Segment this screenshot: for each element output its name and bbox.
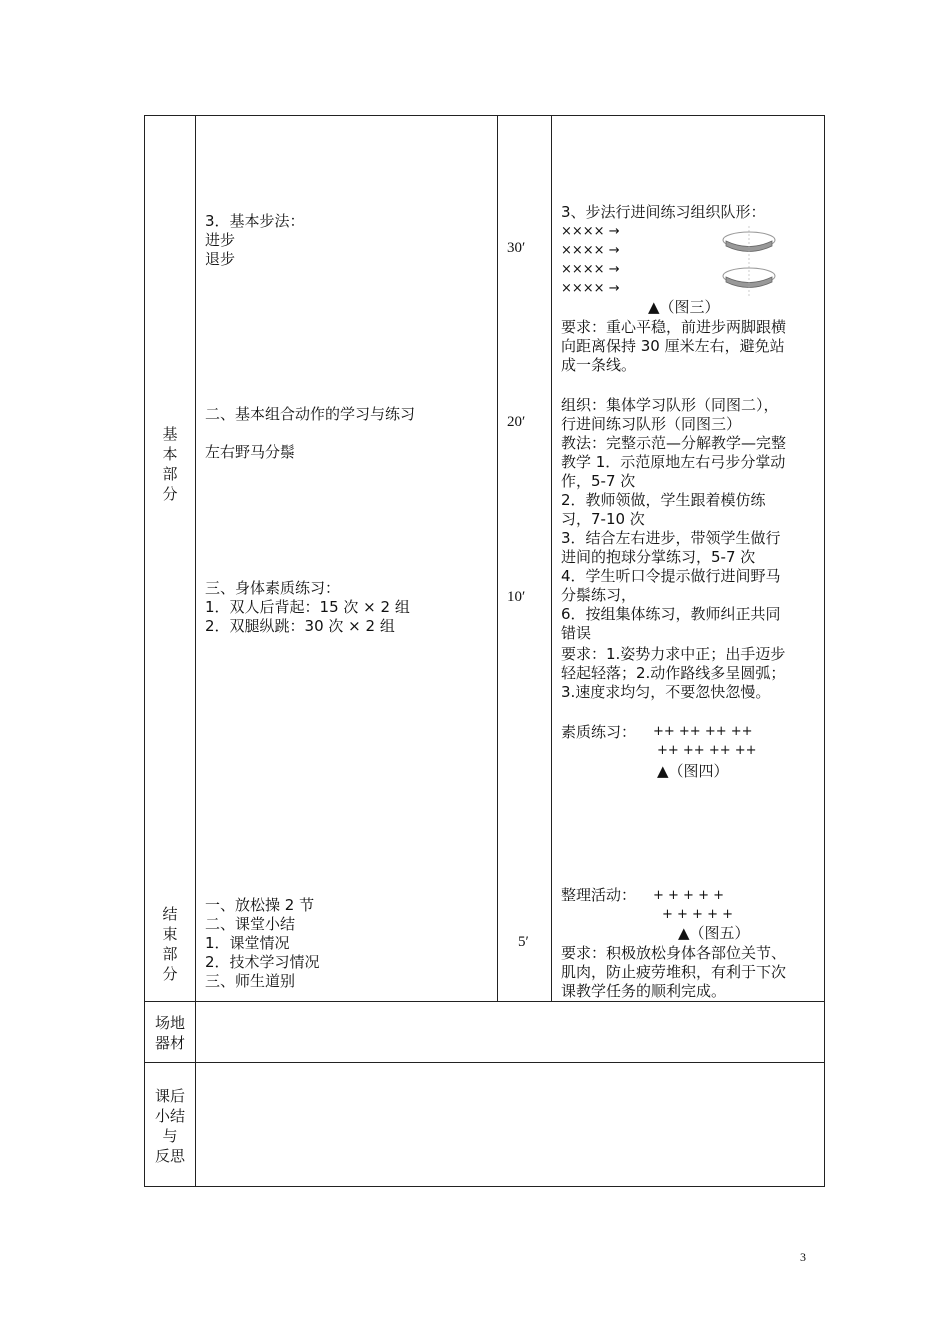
table-bottom-border [144,1186,825,1187]
teaching-line: 分鬃练习， [561,586,637,604]
teaching-line: 习，7-10 次 [561,510,645,528]
organization-line: 行进间练习队形（同图三） [561,415,742,433]
time-end: 5′ [518,934,529,950]
teaching-line: 教学 1．示范原地左右弓步分掌动 [561,453,786,471]
figure-3-caption: ▲（图三） [648,298,720,316]
footwork-title: 3．基本步法： [205,212,305,230]
combo-item: 左右野马分鬃 [205,443,296,461]
requirement-line: 课教学任务的顺利完成。 [561,982,727,1000]
end-item: 一、放松操 2 节 [205,896,315,914]
requirement-line: 轻起轻落；2.动作路线多呈圆弧； [561,664,786,682]
fitness-title: 三、身体素质练习： [205,579,341,597]
organization-line: 组织：集体学习队形（同图二）， [561,396,779,414]
formation-row: ×××× → [561,281,620,296]
requirement-line: 要求：积极放松身体各部位关节、 [561,944,787,962]
fitness-item: 1．双人后背起：15 次 × 2 组 [205,598,410,616]
table-right-border [824,115,825,1187]
footwork-item-advance: 进步 [205,231,236,249]
page-number: 3 [800,1250,806,1264]
end-item: 二、课堂小结 [205,915,296,933]
teaching-line: 错误 [561,624,592,642]
label-column-divider [195,115,196,1187]
basic-part-label: 基 本 部 分 [162,425,178,503]
formation-row: ×××× → [561,262,620,277]
figure-5-caption: ▲（图五） [678,924,750,942]
table-left-border [144,115,145,1187]
cooldown-title: 整理活动： [561,886,637,904]
fitness-formation-label: 素质练习： [561,723,637,741]
teaching-line: 3．结合左右进步，带领学生做行 [561,529,781,547]
spiral-route-diagram [718,226,780,298]
fitness-formation-row: ++ ++ ++ ++ [653,724,753,739]
teaching-line: 进间的抱球分掌练习，5-7 次 [561,548,756,566]
venue-label: 场地 器材 [154,1014,185,1052]
teaching-line: 6．按组集体练习，教师纠正共同 [561,605,781,623]
requirement-line: 肌肉，防止疲劳堆积，有利于下次 [561,963,787,981]
time-fitness: 10′ [507,589,526,605]
end-item: 三、师生道别 [205,972,296,990]
reflection-row-top-border [144,1062,825,1063]
combo-title: 二、基本组合动作的学习与练习 [205,405,416,423]
end-item: 2．技术学习情况 [205,953,320,971]
formation-row: ×××× → [561,224,620,239]
venue-row-top-border [144,1001,825,1002]
cooldown-formation-row: + + + + + [662,907,733,922]
teaching-line: 教法：完整示范—分解教学—完整 [561,434,787,452]
formation-row: ×××× → [561,243,620,258]
end-item: 1．课堂情况 [205,934,290,952]
formation-title: 3、步法行进间练习组织队形： [561,203,766,221]
cooldown-formation-row: + + + + + [653,888,724,903]
figure-4-caption: ▲（图四） [657,762,729,780]
requirement-line: 要求：重心平稳，前进步两脚跟横 [561,318,787,336]
teaching-line: 作，5-7 次 [561,472,636,490]
time-footwork: 30′ [507,240,526,256]
time-column-divider [551,115,552,1002]
time-combo: 20′ [507,414,526,430]
requirement-line: 向距离保持 30 厘米左右，避免站 [561,337,785,355]
requirement-line: 3.速度求均匀，不要忽快忽慢。 [561,683,771,701]
reflection-label: 课后 小结 与 反思 [154,1087,185,1165]
table-top-border [144,115,825,116]
requirement-line: 要求：1.姿势力求中正；出手迈步 [561,645,786,663]
teaching-line: 2．教师领做，学生跟着模仿练 [561,491,766,509]
fitness-formation-row: ++ ++ ++ ++ [657,743,757,758]
content-column-divider [497,115,498,1002]
requirement-line: 成一条线。 [561,356,637,374]
footwork-item-retreat: 退步 [205,250,236,268]
teaching-line: 4．学生听口令提示做行进间野马 [561,567,781,585]
end-part-label: 结 束 部 分 [162,905,178,983]
fitness-item: 2．双腿纵跳：30 次 × 2 组 [205,617,395,635]
